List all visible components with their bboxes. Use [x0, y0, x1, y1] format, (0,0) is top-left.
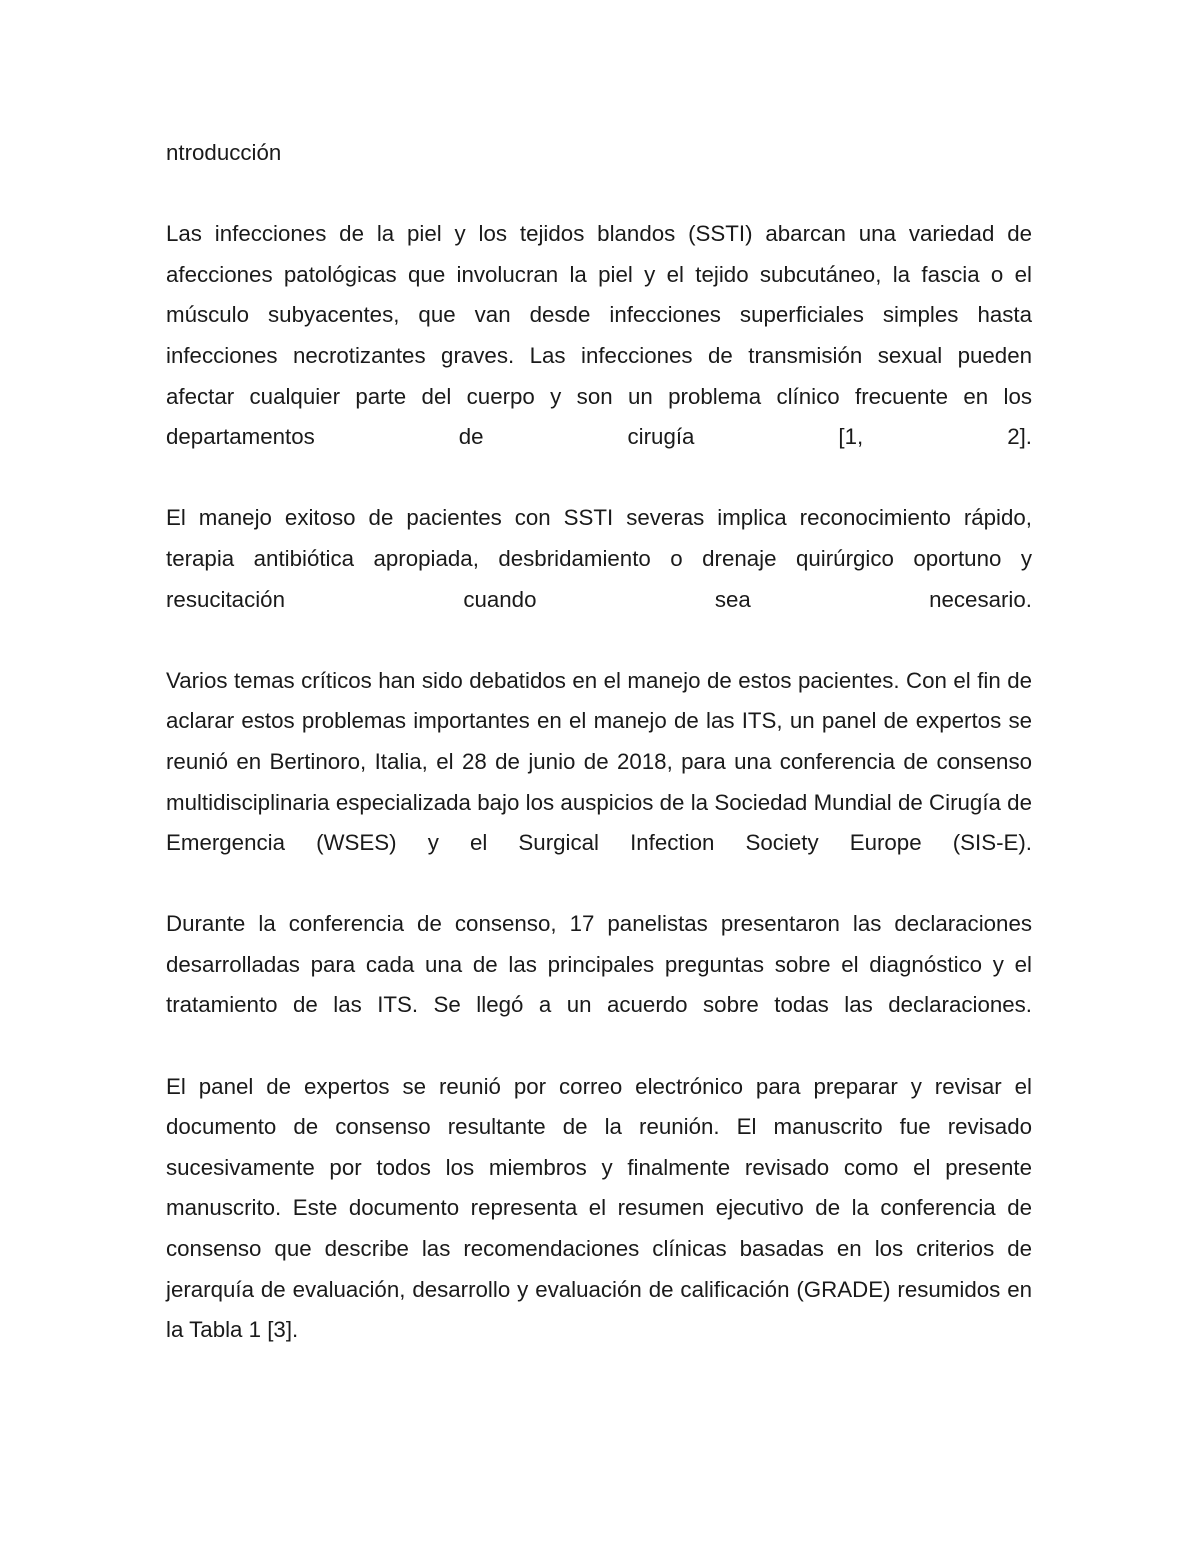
document-body: [166, 133, 1032, 1391]
paragraph-consensus-meeting: Varios temas críticos han sido debatidos en el manejo de estos pacientes. Con el fin de aclarar estos problemas importantes en el manejo de las ITS, un panel de expertos se reunió en Bertinoro, Italia, el 28 de junio de 2018, para una conferencia de consenso multidisciplinaria especializada bajo los auspicios de la Sociedad Mundial de Cirugía de Emergencia (WSES) y el Surgical Infection Society Europe (SIS-E).: [166, 667, 1032, 856]
paragraph-manuscript-review: El panel de expertos se reunió por correo electrónico para preparar y revisar el documento de consenso resultante de la reunión. El manuscrito fue revisado sucesivamente por todos los miembros y finalmente revisado como el presente manuscrito. Este documento representa el resumen ejecutivo de la conferencia de consenso que describe las recomendaciones clínicas basadas en los criterios de jerarquía de evaluación, desarrollo y evaluación de calificación (GRADE) resumidos en la Tabla 1 [3].: [166, 1073, 1032, 1343]
paragraph-ssti-definition: Las infecciones de la piel y los tejidos blandos (SSTI) abarcan una variedad de afecciones patológicas que involucran la piel y el tejido subcutáneo, la fascia o el músculo subyacentes, que van desde infecciones superficiales simples hasta infecciones necrotizantes graves. Las infecciones de transmisión sexual pueden afectar cualquier parte del cuerpo y son un problema clínico frecuente en los departamentos de cirugía [1, 2].: [166, 221, 1032, 450]
paragraph-panelists: Durante la conferencia de consenso, 17 panelistas presentaron las declaraciones desarrolladas para cada una de las principales preguntas sobre el diagnóstico y el tratamiento de las ITS. Se llegó a un acuerdo sobre todas las declaraciones.: [166, 911, 1032, 1018]
paragraph-management: El manejo exitoso de pacientes con SSTI severas implica reconocimiento rápido, terapia antibiótica apropiada, desbridamiento o drenaje quirúrgico oportuno y resucitación cuando sea necesario.: [166, 505, 1032, 612]
section-heading: ntroducción: [166, 140, 282, 165]
